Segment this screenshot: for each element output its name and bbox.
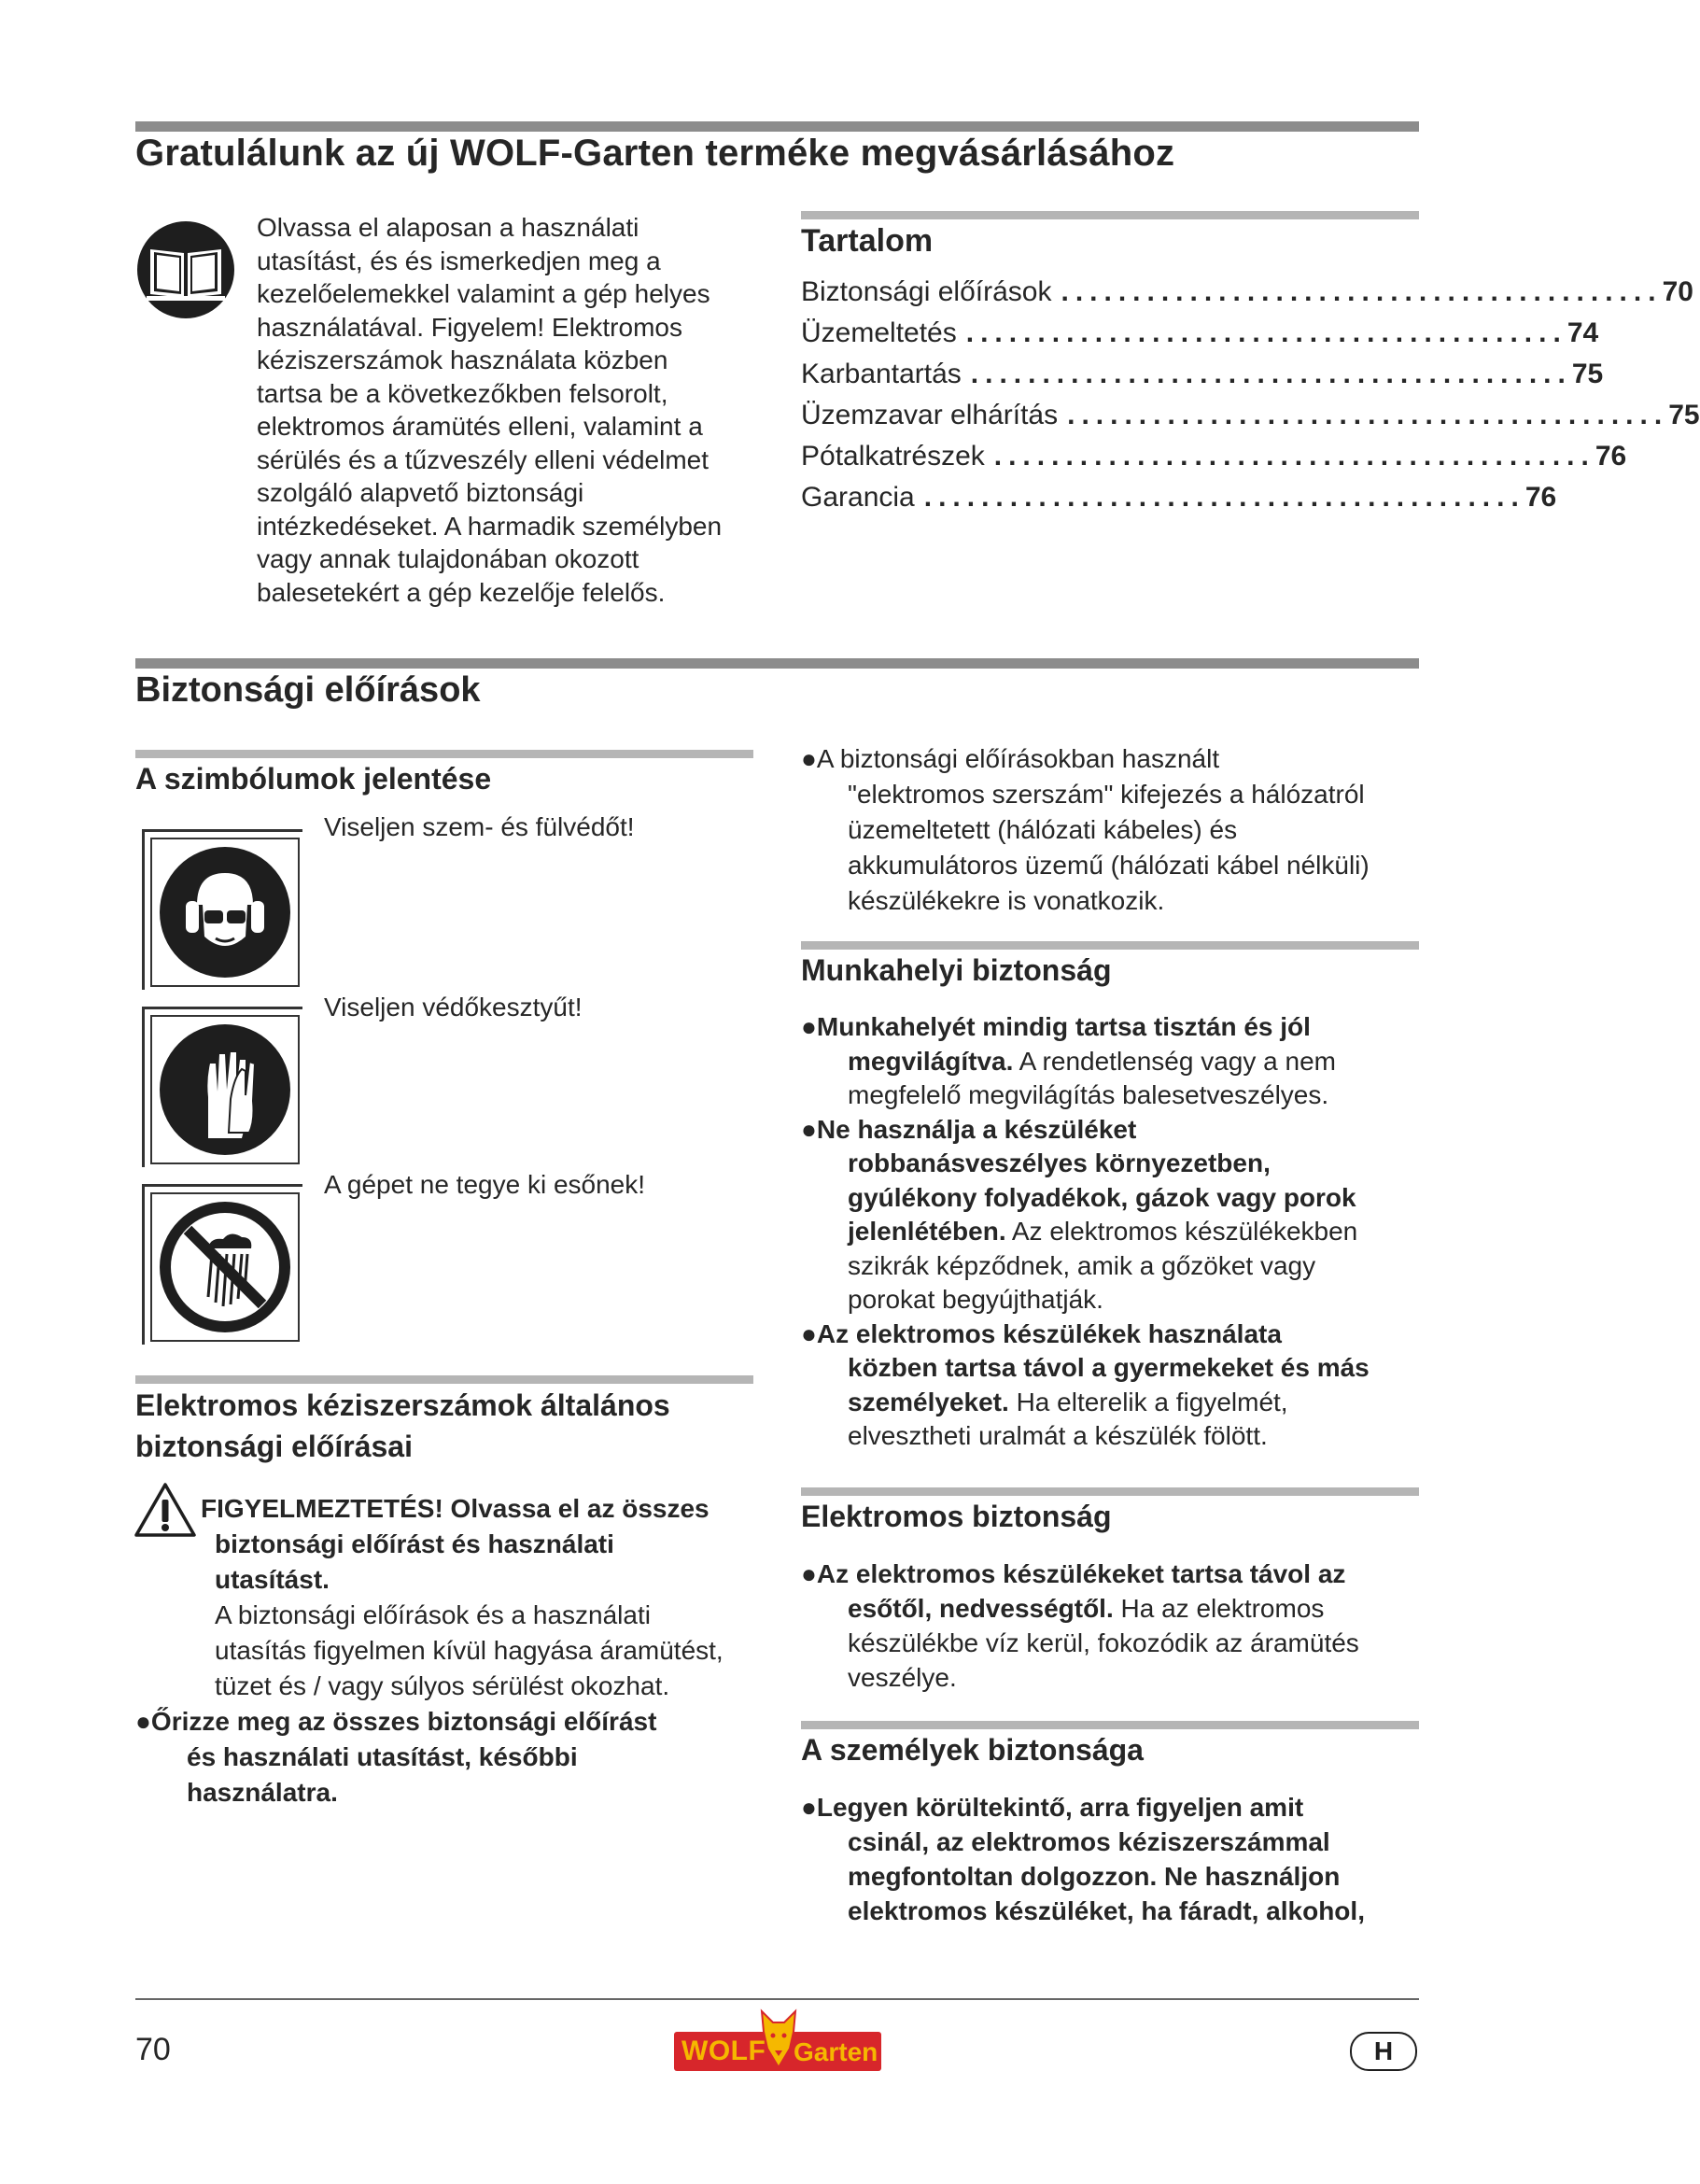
bullet-line: megfelelő megvilágítás balesetveszélyes. xyxy=(848,1080,1329,1109)
toc-label: Üzemzavar elhárítás xyxy=(801,400,1059,430)
bullet-line: Ha elterelik a figyelmét, xyxy=(1008,1387,1288,1416)
bullet-line: Legyen körültekintő, arra figyeljen amit xyxy=(816,1793,1304,1822)
toc-page: 70 xyxy=(1662,276,1693,307)
bullet-line: Ne használja a készüléket xyxy=(816,1114,1137,1144)
intro-paragraph xyxy=(257,211,761,609)
country-badge: H xyxy=(1350,2032,1417,2071)
wolf-head-icon xyxy=(760,2008,797,2073)
intro-line: tartsa be a következőkben felsorolt, xyxy=(257,378,668,408)
bullet-line: veszélye. xyxy=(848,1663,957,1692)
tool-note-bullet xyxy=(801,741,1426,919)
bullet-line: A biztonsági előírásokban használt xyxy=(816,744,1220,773)
electrical-title: Elektromos biztonság xyxy=(801,1500,1112,1533)
page-number: 70 xyxy=(135,2032,171,2067)
bullet-line: Őrizze meg az összes biztonsági előírást xyxy=(150,1707,657,1736)
section-rule xyxy=(135,658,1419,669)
bullet-line: megfontoltan dolgozzon. Ne használjon xyxy=(848,1862,1341,1891)
bullet-line: megvilágítva. xyxy=(848,1046,1014,1076)
toc-label: Biztonsági előírások xyxy=(801,276,1052,307)
toc-item[interactable]: Biztonsági előírások .......................................... 70 xyxy=(801,276,1693,307)
symbols-rule xyxy=(135,750,753,758)
bullet-line: Az elektromos készülékeket tartsa távol az xyxy=(816,1559,1346,1588)
warning-block xyxy=(201,1491,761,1527)
bullet-dot: ● xyxy=(801,1318,817,1348)
bullet-line: jelenlétében. xyxy=(848,1217,1006,1246)
toc-item[interactable]: Üzemeltetés .......................................... 74 xyxy=(801,317,1599,348)
bullet-line: Ha az elektromos xyxy=(1113,1594,1325,1623)
bullet-line: csinál, az elektromos kéziszerszámmal xyxy=(848,1827,1330,1856)
warning-head: FIGYELMEZTETÉS! Olvassa el az összes xyxy=(201,1494,710,1523)
general-title-line2: biztonsági előírásai xyxy=(135,1430,413,1463)
toc-label: Pótalkatrészek xyxy=(801,441,985,472)
symbol-label: A gépet ne tegye ki esőnek! xyxy=(324,1170,646,1199)
toc-page: 76 xyxy=(1524,482,1557,513)
workplace-title: Munkahelyi biztonság xyxy=(801,953,1112,987)
toc-page: 75 xyxy=(1668,400,1700,430)
bullet-line: "elektromos szerszám" kifejezés a hálózatról xyxy=(848,780,1365,809)
bullet-line: személyeket. xyxy=(848,1387,1009,1416)
intro-line: kéziszerszámok használata közben xyxy=(257,345,668,374)
eye-ear-protection-icon xyxy=(152,839,298,985)
no-rain-icon xyxy=(152,1194,298,1340)
intro-line: vagy annak tulajdonában okozott xyxy=(257,544,639,573)
workplace-rule xyxy=(801,941,1419,950)
toc-page: 75 xyxy=(1571,359,1604,389)
personal-rule xyxy=(801,1721,1419,1729)
warning-line: biztonsági előírást és használati xyxy=(215,1529,614,1558)
intro-line: szolgáló alapvető biztonsági xyxy=(257,478,584,507)
bullet-dot: ● xyxy=(135,1707,151,1736)
warning-line: A biztonsági előírások és a használati xyxy=(215,1600,651,1629)
intro-line: használatával. Figyelem! Elektromos xyxy=(257,312,682,342)
bullet-line: és használati utasítást, későbbi xyxy=(187,1742,578,1771)
bullet-line: elektromos készüléket, ha fáradt, alkohol, xyxy=(848,1896,1365,1925)
warning-line: utasítás figyelmen kívül hagyása áramütést, xyxy=(215,1636,724,1665)
bullet-dot: ● xyxy=(801,744,817,773)
toc-list xyxy=(801,276,1700,523)
bullet-line: Munkahelyét mindig tartsa tisztán és jól xyxy=(816,1012,1311,1041)
intro-line: elektromos áramütés elleni, valamint a xyxy=(257,412,703,441)
bullet-dot: ● xyxy=(801,1114,817,1144)
symbols-title: A szimbólumok jelentése xyxy=(135,762,492,796)
intro-line: utasítást, és és ismerkedjen meg a xyxy=(257,246,661,275)
electrical-rule xyxy=(801,1487,1419,1496)
symbol-frame xyxy=(142,1184,302,1345)
general-rule xyxy=(135,1375,753,1384)
protective-gloves-icon xyxy=(152,1017,298,1162)
intro-line: sérülés és a tűzveszély elleni védelmet xyxy=(257,444,710,474)
bullet-line: készülékekre is vonatkozik. xyxy=(848,886,1165,915)
intro-line: balesetekért a gép kezelője felelős. xyxy=(257,577,666,607)
logo-text-left: WOLF xyxy=(681,2036,766,2066)
keep-instructions-bullet xyxy=(135,1704,770,1811)
symbol-label: Viseljen védőkesztyűt! xyxy=(324,993,583,1022)
bullet-line: porokat begyújthatják. xyxy=(848,1285,1103,1314)
toc-rule xyxy=(801,211,1419,219)
bullet-line: Az elektromos készülékekben xyxy=(1005,1217,1358,1246)
bullet-line: akkumulátoros üzemű (hálózati kábel nélküli) xyxy=(848,851,1370,880)
electrical-bullets xyxy=(801,1557,1426,1695)
workplace-bullets xyxy=(801,1010,1426,1454)
bullet-line: A rendetlenség vagy a nem xyxy=(1013,1046,1336,1076)
toc-title: Tartalom xyxy=(801,223,934,259)
toc-item[interactable]: Pótalkatrészek .......................................... 76 xyxy=(801,441,1627,472)
bullet-line: elvesztheti uralmát a készülék fölött. xyxy=(848,1421,1268,1450)
bullet-line: esőtől, nedvességtől. xyxy=(848,1594,1114,1623)
personal-title: A személyek biztonsága xyxy=(801,1733,1144,1767)
bullet-line: szikrák képződnek, amik a gőzöket vagy xyxy=(848,1250,1316,1280)
bullet-line: robbanásveszélyes környezetben, xyxy=(848,1148,1271,1177)
wolf-garten-logo xyxy=(674,2008,881,2075)
toc-page: 74 xyxy=(1567,317,1599,348)
book-icon xyxy=(135,219,236,320)
footer-rule xyxy=(135,1998,1419,2000)
symbol-frame xyxy=(142,829,302,990)
bullet-line: gyúlékony folyadékok, gázok vagy porok xyxy=(848,1182,1356,1212)
toc-item[interactable]: Garancia .......................................... 76 xyxy=(801,482,1557,513)
symbol-frame xyxy=(142,1007,302,1167)
personal-bullets xyxy=(801,1790,1426,1928)
top-rule xyxy=(135,121,1419,132)
symbol-label: Viseljen szem- és fülvédőt! xyxy=(324,812,635,841)
warning-line: utasítást. xyxy=(215,1565,330,1594)
logo-text-right: Garten xyxy=(794,2037,878,2066)
toc-item[interactable]: Üzemzavar elhárítás .......................................... 75 xyxy=(801,400,1700,430)
intro-line: Olvassa el alaposan a használati xyxy=(257,213,639,242)
bullet-dot: ● xyxy=(801,1793,817,1822)
page-title: Gratulálunk az új WOLF-Garten terméke megvásárlásához xyxy=(135,133,1175,174)
intro-line: intézkedéseket. A harmadik személyben xyxy=(257,511,723,541)
warning-line: tüzet és / vagy súlyos sérülést okozhat. xyxy=(215,1671,670,1700)
bullet-line: készülékbe víz kerül, fokozódik az áramütés xyxy=(848,1628,1359,1657)
bullet-line: üzemeltetett (hálózati kábeles) és xyxy=(848,815,1238,844)
general-title-line1: Elektromos kéziszerszámok általános xyxy=(135,1388,670,1422)
toc-page: 76 xyxy=(1595,441,1627,472)
toc-label: Karbantartás xyxy=(801,359,962,389)
bullet-line: Az elektromos készülékek használata xyxy=(816,1318,1282,1348)
toc-item[interactable]: Karbantartás .......................................... 75 xyxy=(801,359,1604,389)
warning-body xyxy=(215,1527,775,1704)
toc-label: Garancia xyxy=(801,482,915,513)
bullet-dot: ● xyxy=(801,1012,817,1041)
bullet-dot: ● xyxy=(801,1559,817,1588)
intro-line: kezelőelemekkel valamint a gép helyes xyxy=(257,279,710,308)
toc-label: Üzemeltetés xyxy=(801,317,957,348)
section-title: Biztonsági előírások xyxy=(135,670,481,710)
bullet-line: közben tartsa távol a gyermekeket és más xyxy=(848,1353,1370,1382)
bullet-line: használatra. xyxy=(187,1778,338,1807)
warning-triangle-icon xyxy=(133,1481,198,1539)
